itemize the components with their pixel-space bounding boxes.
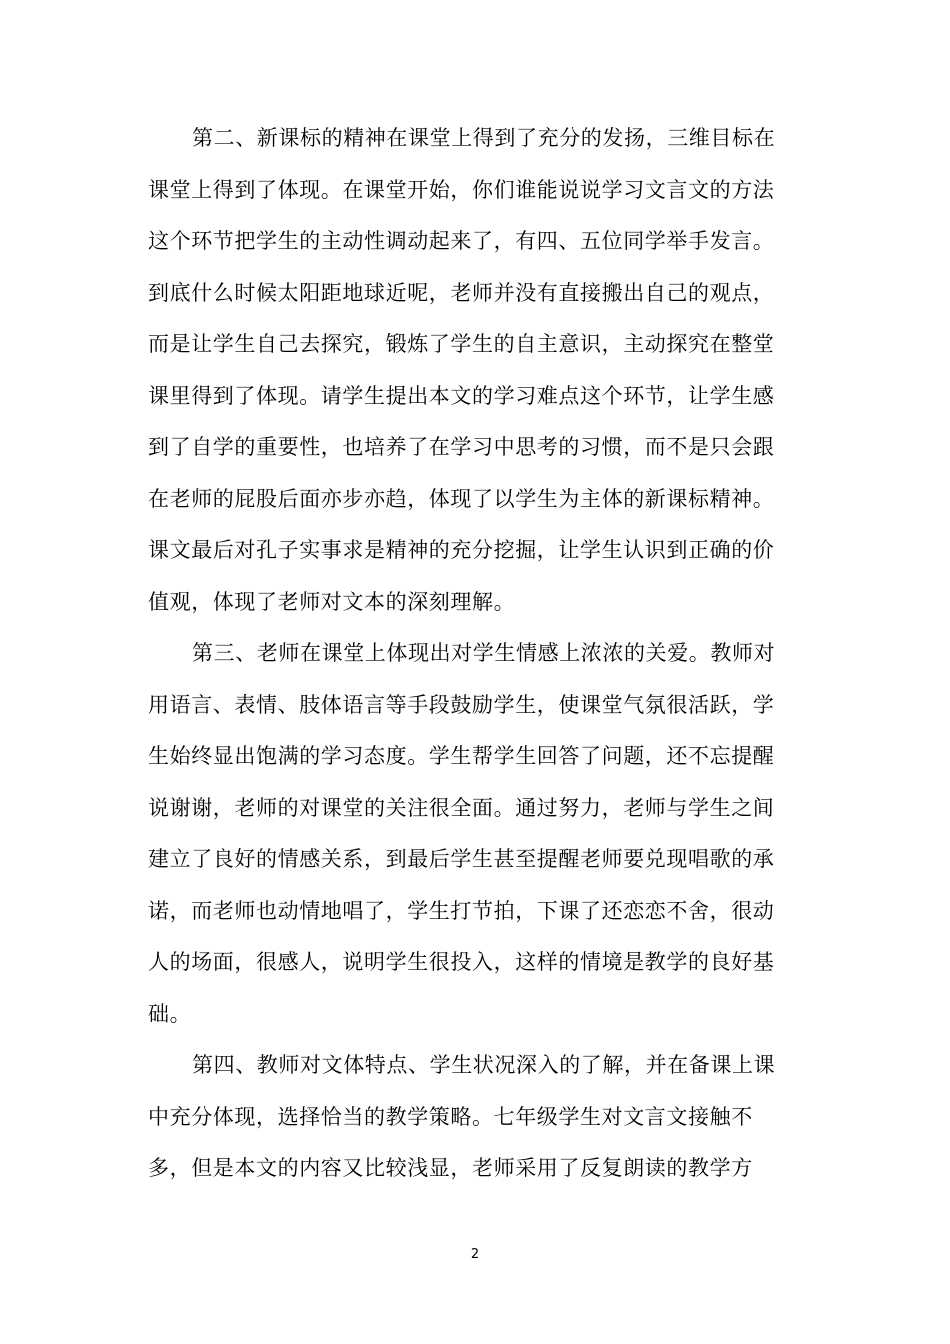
page-number: 2 xyxy=(470,1247,480,1262)
text-line: 人的场面，很感人，说明学生很投入，这样的情境是教学的良好基 xyxy=(148,950,775,974)
text-line: 课堂上得到了体现。在课堂开始，你们谁能说说学习文言文的方法 xyxy=(148,177,775,202)
text-line: 课里得到了体现。请学生提出本文的学习难点这个环节，让学生感 xyxy=(148,383,775,408)
text-line: 到底什么时候太阳距地球近呢，老师并没有直接搬出自己的观点， xyxy=(148,280,775,305)
text-line: 这个环节把学生的主动性调动起来了，有四、五位同学举手发言。 xyxy=(148,229,775,253)
text-line: 础。 xyxy=(148,1001,192,1026)
text-line: 中充分体现，选择恰当的教学策略。七年级学生对文言文接触不 xyxy=(148,1104,753,1129)
text-line: 而是让学生自己去探究，锻炼了学生的自主意识，主动探究在整堂 xyxy=(148,332,775,356)
body-text xyxy=(148,113,803,1195)
text-line: 第四、教师对文体特点、学生状况深入的了解，并在备课上课 xyxy=(192,1053,776,1077)
text-line: 生始终显出饱满的学习态度。学生帮学生回答了问题，还不忘提醒 xyxy=(148,744,775,768)
text-line: 到了自学的重要性，也培养了在学习中思考的习惯，而不是只会跟 xyxy=(148,435,775,459)
text-line: 建立了良好的情感关系，到最后学生甚至提醒老师要兑现唱歌的承 xyxy=(148,847,775,871)
text-line: 第三、老师在课堂上体现出对学生情感上浓浓的关爱。教师对 xyxy=(192,641,776,665)
text-line: 值观，体现了老师对文本的深刻理解。 xyxy=(148,589,516,614)
text-line: 在老师的屁股后面亦步亦趋，体现了以学生为主体的新课标精神。 xyxy=(148,486,775,511)
text-line: 多，但是本文的内容又比较浅显，老师采用了反复朗读的教学方 xyxy=(148,1156,753,1180)
text-line: 诺，而老师也动情地唱了，学生打节拍，下课了还恋恋不舍，很动 xyxy=(148,898,775,923)
text-line: 课文最后对孔子实事求是精神的充分挖掘，让学生认识到正确的价 xyxy=(148,538,775,562)
text-line: 第二、新课标的精神在课堂上得到了充分的发扬，三维目标在 xyxy=(192,126,776,150)
text-line: 用语言、表情、肢体语言等手段鼓励学生，使课堂气氛很活跃，学 xyxy=(148,692,775,717)
text-line: 说谢谢，老师的对课堂的关注很全面。通过努力，老师与学生之间 xyxy=(148,795,775,820)
